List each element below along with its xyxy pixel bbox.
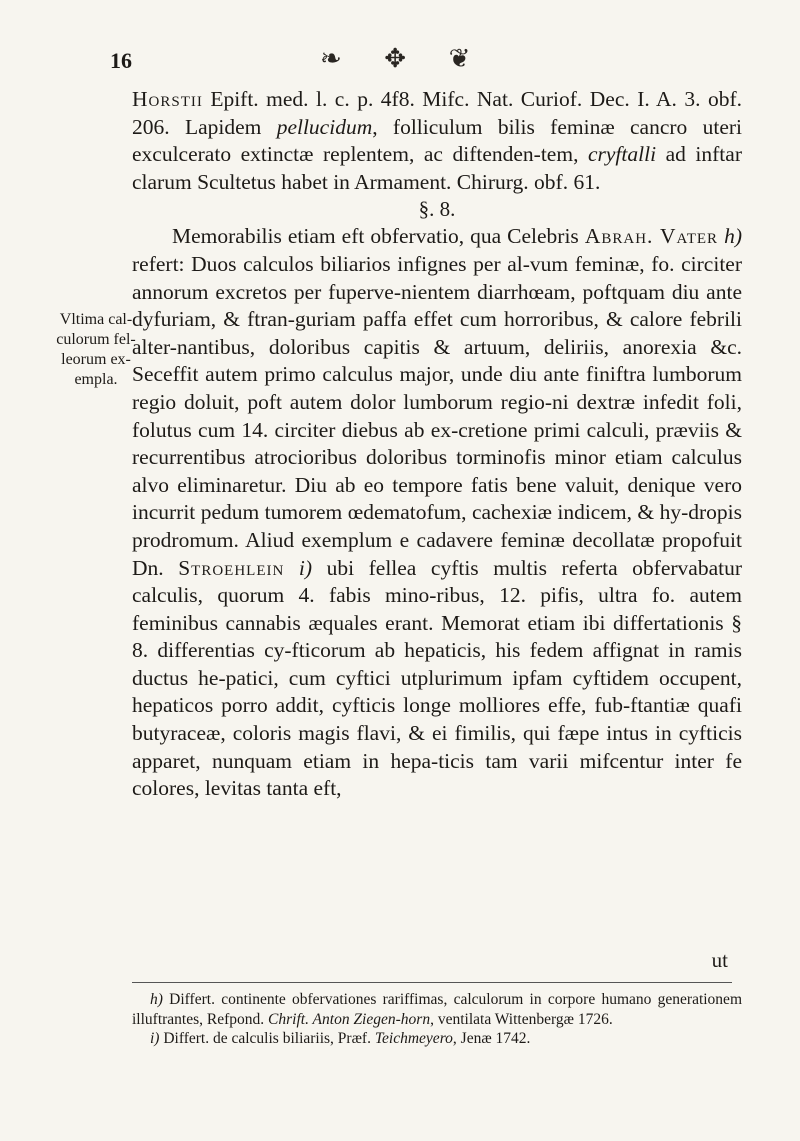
italic-term: pellucidum	[276, 114, 373, 139]
author-name-horstius: Horstii	[132, 87, 203, 111]
paragraph-2: Memorabilis etiam eft obfervatio, qua Celebris Abrah. Vater h) refert: Duos calculos biliarios infignes per al-vum feminæ, fo. circiter annorum excretos per fuperve-nientem diarrhœam, poftquam diu ante dyfuriam, & ftran-guriam paffa effet cum horroribus, & calore febrili alter-nantibus, doloribus capitis & artuum, deliriis, anorexia &c. Seceffit autem primo calculus major, unde diu ante finiftra lumborum regio doluit, poft autem dolor lumborum regio-ni dextræ infedit foli, folutus cum 14. circiter diebus ab ex-cretione primi calculi, præviis & recurrentibus atrocioribus doloribus torminofis minor etiam calculus alvo eliminaretur. Diu ab eo tempore fatis bene valuit, denique vero incurrit pedum tumorem œdematofum, cachexiæ indicem, & hy-dropis prodromum. Aliud exemplum e cadavere feminæ decollatæ propofuit Dn. Stroehlein i) ubi fellea cyftis multis referta obfervabatur calculis, quorum 4. fabis mino-ribus, 12. pifis, ultra fo. autem feminibus cannabis æquales erant. Memorat etiam ibi differtationis § 8. differentias cy-fticorum ab hepaticis, his fedem affignat in ramis ductus he-patici, cum cyftici utplurimum ipfam cyftidem occupent, hepaticos porro addit, cyfticis longe molliores effe, fub-ftantiæ quafi butyraceæ, coloris magis flavi, & ei fimilis, qui fæpe intus in cyfticis apparet, nunquam etiam in hepa-ticis tam varii mifcentur inter fe colores, levitas tanta eft,	[132, 224, 743, 801]
margin-note: Vltima cal-culorum fel-leorum ex-empla.	[56, 311, 136, 388]
main-text	[132, 86, 742, 803]
catchword: ut	[711, 948, 728, 972]
footnote-ref-i: i)	[284, 555, 313, 580]
footnote-divider	[132, 982, 732, 983]
paragraph-1: Horstii Epift. med. l. c. p. 4f8. Mifc. Nat. Curiof. Dec. I. A. 3. obf. 206. Lapidem pellucidum, folliculum bilis feminæ cancro uteri exculcerato extinctæ replentem, ac diftenden-tem, cryftalli ad inftar clarum Scultetus habet in Armament. Chirurg. obf. 61.	[132, 87, 742, 194]
author-name-stroehlein: Stroehlein	[178, 555, 285, 580]
footnote-i: i) Differt. de calculis biliariis, Præf. Teichmeyero, Jenæ 1742.	[150, 1030, 531, 1047]
italic-term: cryftalli	[587, 142, 657, 167]
footnotes	[132, 990, 742, 1049]
footnote-ref-h: h)	[718, 224, 742, 249]
footnote-h: h) Differt. continente obfervationes rariffimas, calculorum in corpore humano generationem illuftrantes, Refpond. Chrift. Anton Ziegen-horn, ventilata Wittenbergæ 1726.	[132, 991, 742, 1028]
section-heading: §. 8.	[418, 197, 456, 222]
printer-ornament: ❧ ✥ ❦	[320, 44, 489, 73]
author-name-vater: Abrah. Vater	[584, 224, 719, 249]
page-number: 16	[110, 48, 132, 73]
page-header	[100, 40, 700, 80]
